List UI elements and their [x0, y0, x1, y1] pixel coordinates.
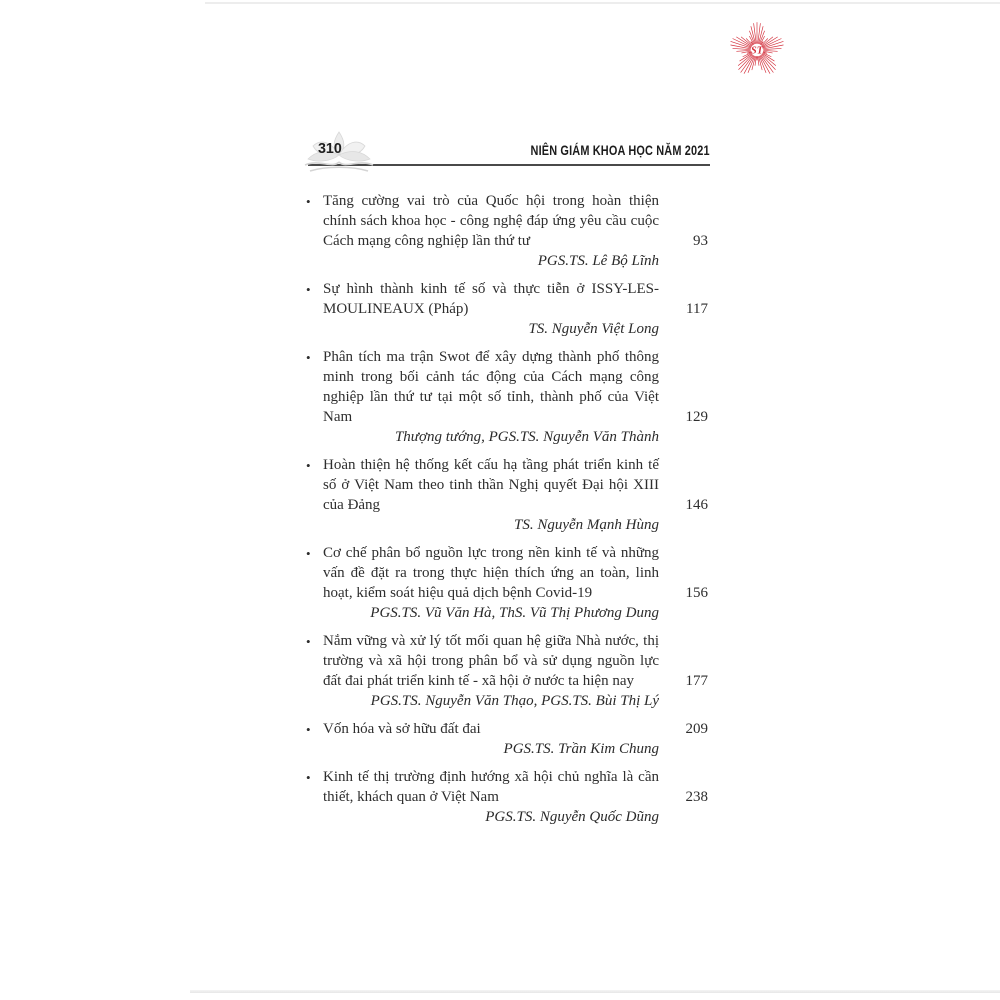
entry-author: PGS.TS. Trần Kim Chung — [503, 741, 659, 757]
entry-page-number: 238 — [685, 789, 708, 805]
entry-title-row — [323, 347, 708, 427]
entry-title-row — [323, 455, 708, 515]
entry-title-row — [323, 543, 708, 603]
entry-body — [323, 191, 708, 271]
bullet-icon: • — [306, 458, 311, 473]
entry-page-number: 117 — [686, 301, 708, 317]
bullet-icon: • — [306, 546, 311, 561]
entry-title: Nắm vững và xử lý tốt mối quan hệ giữa Nhà nước, thị trường và xã hội trong phân bổ và sử dụng nguồn lực đất đai phát triển kinh tế - xã hội ở nước ta hiện nay — [323, 633, 659, 689]
entry-author: PGS.TS. Lê Bộ Lĩnh — [537, 253, 659, 269]
page-header — [308, 137, 710, 166]
entry-body — [323, 279, 708, 339]
entry-page-number: 146 — [685, 497, 708, 513]
bullet-icon: • — [306, 722, 311, 737]
page-bottom-edge — [190, 990, 1000, 993]
entry-title: Phân tích ma trận Swot để xây dựng thành phố thông minh trong bối cảnh tác động của Cách mạng công nghiệp lần thứ tư tại một số tỉnh, thành phố của Việt Nam — [323, 349, 659, 425]
entry-title: Tăng cường vai trò của Quốc hội trong hoàn thiện chính sách khoa học - công nghệ đáp ứng yêu cầu cuộc Cách mạng công nghiệp lần thứ tư — [323, 193, 659, 249]
entry-page-number: 156 — [685, 585, 708, 601]
entry-title-row — [323, 767, 708, 807]
toc-entry — [306, 543, 708, 623]
entry-body — [323, 455, 708, 535]
toc-entry — [306, 631, 708, 711]
logo-letters: ST — [751, 45, 763, 57]
entry-title: Hoàn thiện hệ thống kết cấu hạ tầng phát triển kinh tế số ở Việt Nam theo tinh thần Nghị quyết Đại hội XIII của Đảng — [323, 457, 659, 513]
entry-title-row — [323, 191, 708, 251]
entry-page-number: 129 — [685, 409, 708, 425]
header-page-number: 310 — [318, 140, 342, 157]
header-book-title: NIÊN GIÁM KHOA HỌC NĂM 2021 — [530, 142, 710, 158]
entry-body — [323, 543, 708, 623]
entry-body — [323, 631, 708, 711]
entry-page-number: 93 — [693, 233, 708, 249]
publisher-logo — [727, 18, 787, 82]
entry-page-number: 177 — [685, 673, 708, 689]
bullet-icon: • — [306, 770, 311, 785]
entry-page-number: 209 — [685, 721, 708, 737]
entry-title-row — [323, 279, 708, 319]
entry-title-row — [323, 719, 708, 739]
entry-author: Thượng tướng, PGS.TS. Nguyễn Văn Thành — [394, 429, 659, 445]
entry-author: PGS.TS. Nguyễn Quốc Dũng — [485, 809, 659, 825]
entry-body — [323, 347, 708, 447]
entry-title-row — [323, 631, 708, 691]
bullet-icon: • — [306, 350, 311, 365]
toc-entry — [306, 279, 708, 339]
toc-entry — [306, 455, 708, 535]
page-top-edge — [205, 2, 1000, 4]
entry-title: Kinh tế thị trường định hướng xã hội chủ nghĩa là cần thiết, khách quan ở Việt Nam — [323, 769, 659, 805]
bullet-icon: • — [306, 634, 311, 649]
table-of-contents — [306, 191, 708, 835]
toc-entry — [306, 767, 708, 827]
entry-author: TS. Nguyễn Mạnh Hùng — [514, 517, 659, 533]
entry-author: PGS.TS. Nguyễn Văn Thạo, PGS.TS. Bùi Thị Lý — [370, 693, 659, 709]
toc-entry — [306, 719, 708, 759]
entry-title: Cơ chế phân bổ nguồn lực trong nền kinh tế và những vấn đề đặt ra trong thực hiện thích ứng an toàn, linh hoạt, kiểm soát hiệu quả dịch bệnh Covid-19 — [323, 545, 659, 601]
entry-title: Vốn hóa và sở hữu đất đai — [323, 721, 481, 737]
bullet-icon: • — [306, 282, 311, 297]
entry-author: TS. Nguyễn Việt Long — [528, 321, 659, 337]
entry-author: PGS.TS. Vũ Văn Hà, ThS. Vũ Thị Phương Dung — [370, 605, 659, 621]
toc-entry — [306, 347, 708, 447]
bullet-icon: • — [306, 194, 311, 209]
entry-body — [323, 767, 708, 827]
entry-title: Sự hình thành kinh tế số và thực tiễn ở ISSY-LES-MOULINEAUX (Pháp) — [323, 281, 659, 317]
starburst-logo-icon — [727, 18, 787, 82]
entry-body — [323, 719, 708, 759]
toc-entry — [306, 191, 708, 271]
